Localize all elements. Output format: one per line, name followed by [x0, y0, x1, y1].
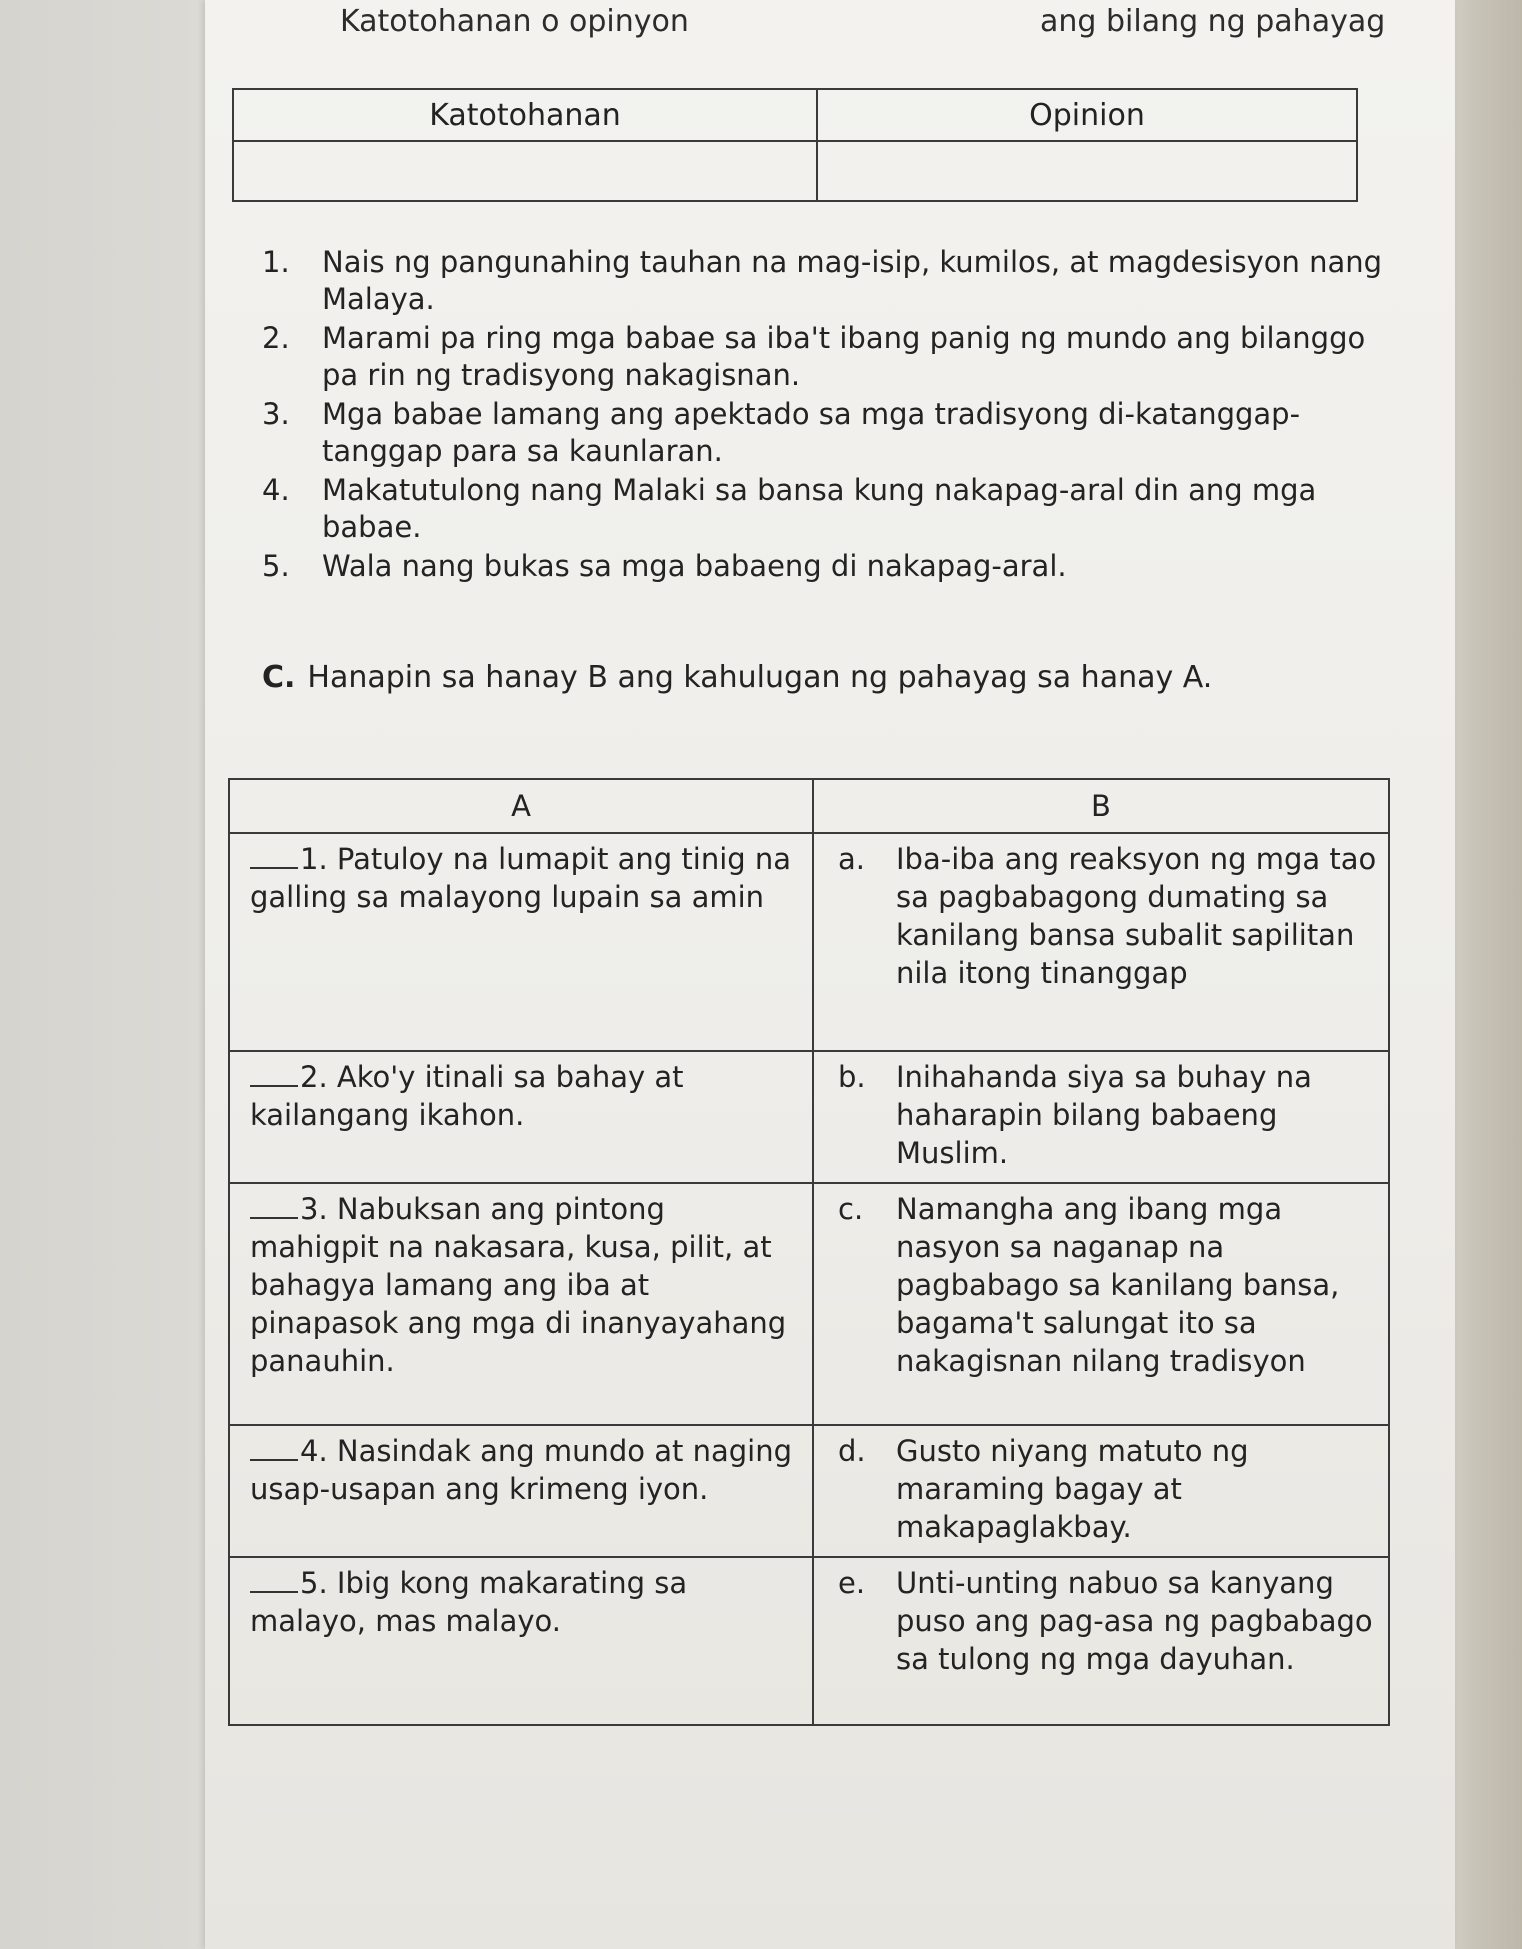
- choice-text: Inihahanda siya sa buhay na haharapin bilang babaeng Muslim.: [896, 1060, 1312, 1170]
- column-b-item: [813, 1557, 1389, 1725]
- statement-number: 2.: [262, 321, 290, 355]
- table-row: [229, 1557, 1389, 1725]
- statement-list: [262, 244, 1402, 587]
- top-cut-text-left: Katotohanan o opinyon: [340, 4, 689, 39]
- table-row: [229, 1183, 1389, 1425]
- statement-number: 4.: [262, 473, 290, 507]
- table-row: [229, 833, 1389, 1051]
- column-a-item: [229, 1051, 813, 1183]
- statement-number: 5.: [262, 549, 290, 583]
- column-b-item: [813, 1051, 1389, 1183]
- statement-text: Wala nang bukas sa mga babaeng di nakapag-aral.: [322, 549, 1067, 583]
- table-row: [229, 1425, 1389, 1557]
- statement-number: 1.: [262, 245, 290, 279]
- statement-number: 3.: [262, 397, 290, 431]
- answer-cell-opinion[interactable]: [817, 141, 1357, 201]
- column-a-text: 1. Patuloy na lumapit ang tinig na galling sa malayong lupain sa amin: [250, 842, 792, 914]
- answer-blank[interactable]: [250, 841, 298, 869]
- header-column-b: B: [813, 779, 1389, 833]
- answer-blank[interactable]: [250, 1565, 298, 1593]
- statement-text: Makatutulong nang Malaki sa bansa kung nakapag-aral din ang mga babae.: [322, 473, 1317, 544]
- matching-table: [228, 778, 1390, 1726]
- statement-item: [262, 396, 1402, 470]
- section-letter: C.: [262, 660, 296, 695]
- answer-blank[interactable]: [250, 1059, 298, 1087]
- column-b-item: [813, 1183, 1389, 1425]
- instruction-text: Hanapin sa hanay B ang kahulugan ng pahayag sa hanay A.: [307, 660, 1213, 695]
- choice-letter: e.: [838, 1566, 866, 1600]
- statement-text: Marami pa ring mga babae sa iba't ibang panig ng mundo ang bilanggo pa rin ng tradisyong nakagisnan.: [322, 321, 1366, 392]
- choice-text: Namangha ang ibang mga nasyon sa naganap na pagbabago sa kanilang bansa, bagama't salungat ito sa nakagisnan nilang tradisyon: [896, 1192, 1340, 1378]
- header-opinion: Opinion: [817, 89, 1357, 141]
- choice-letter: a.: [838, 842, 865, 876]
- column-a-item: [229, 1557, 813, 1725]
- backdrop-left: [0, 0, 210, 1949]
- column-a-text: 4. Nasindak ang mundo at naging usap-usapan ang krimeng iyon.: [250, 1434, 793, 1506]
- column-a-item: [229, 1183, 813, 1425]
- choice-text: Iba-iba ang reaksyon ng mga tao sa pagbabagong dumating sa kanilang bansa subalit sapilitan nila itong tinanggap: [896, 842, 1377, 990]
- choice-letter: b.: [838, 1060, 866, 1094]
- column-a-text: 5. Ibig kong makarating sa malayo, mas malayo.: [250, 1566, 688, 1638]
- column-a-item: [229, 833, 813, 1051]
- column-b-item: [813, 1425, 1389, 1557]
- choice-text: Unti-unting nabuo sa kanyang puso ang pag-asa ng pagbabago sa tulong ng mga dayuhan.: [896, 1566, 1373, 1676]
- column-a-item: [229, 1425, 813, 1557]
- statement-item: [262, 472, 1402, 546]
- choice-letter: c.: [838, 1192, 864, 1226]
- section-c-instruction: [262, 660, 1212, 695]
- header-column-a: A: [229, 779, 813, 833]
- statement-item: [262, 244, 1402, 318]
- column-b-item: [813, 833, 1389, 1051]
- fact-opinion-table: [232, 88, 1358, 202]
- choice-text: Gusto niyang matuto ng maraming bagay at makapaglakbay.: [896, 1434, 1249, 1544]
- answer-blank[interactable]: [250, 1433, 298, 1461]
- answer-blank[interactable]: [250, 1191, 298, 1219]
- statement-text: Nais ng pangunahing tauhan na mag-isip, kumilos, at magdesisyon nang Malaya.: [322, 245, 1383, 316]
- column-a-text: 3. Nabuksan ang pintong mahigpit na nakasara, kusa, pilit, at bahagya lamang ang iba at pinapasok ang mga di inanyayahang panauhin.: [250, 1192, 787, 1378]
- choice-letter: d.: [838, 1434, 866, 1468]
- top-cut-text-right: ang bilang ng pahayag: [1040, 4, 1386, 39]
- header-katotohanan: Katotohanan: [233, 89, 817, 141]
- answer-cell-katotohanan[interactable]: [233, 141, 817, 201]
- column-a-text: 2. Ako'y itinali sa bahay at kailangang ikahon.: [250, 1060, 684, 1132]
- statement-text: Mga babae lamang ang apektado sa mga tradisyong di-katanggap-tanggap para sa kaunlaran.: [322, 397, 1301, 468]
- statement-item: [262, 320, 1402, 394]
- table-row: [229, 1051, 1389, 1183]
- statement-item: [262, 548, 1402, 585]
